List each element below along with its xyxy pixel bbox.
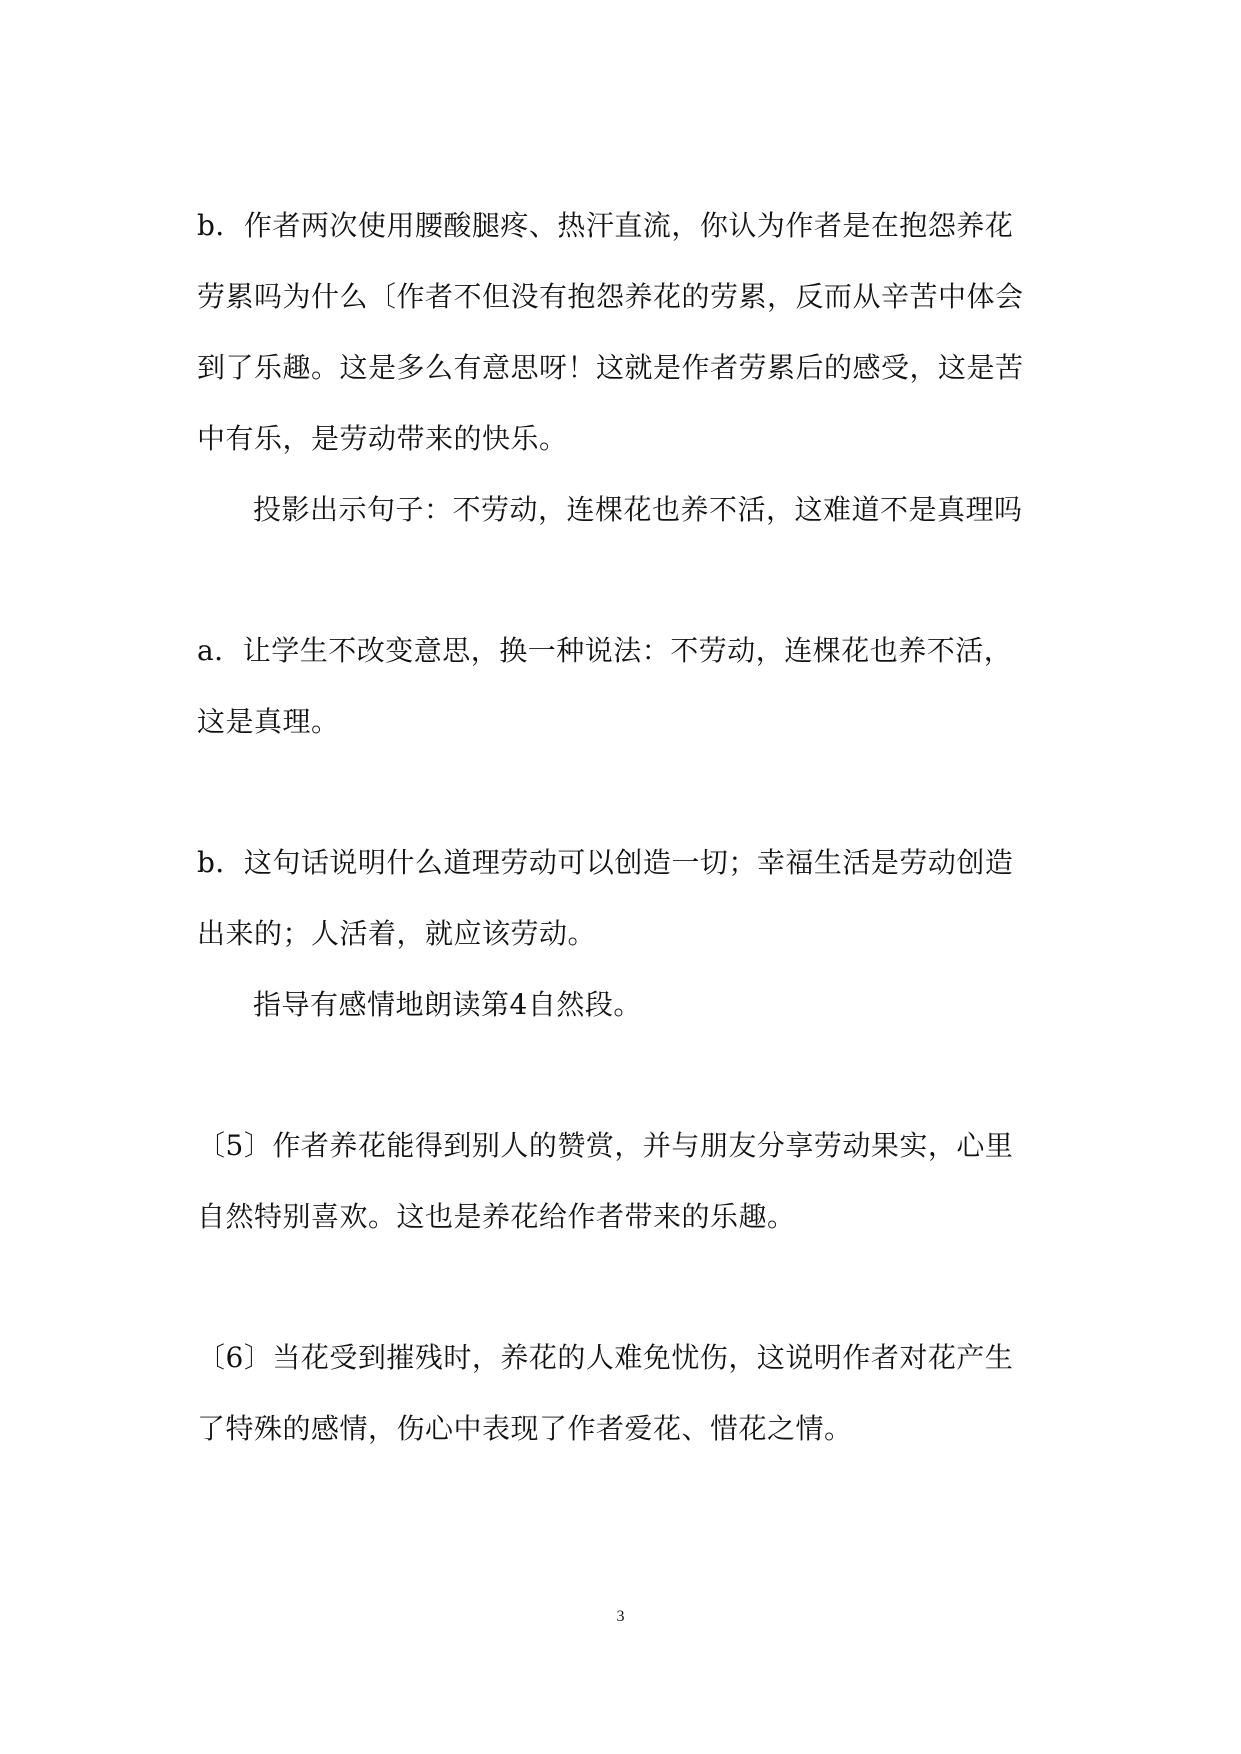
text-line: 指导有感情地朗读第4自然段。 bbox=[253, 988, 642, 1021]
text-line: 自然特别喜欢。这也是养花给作者带来的乐趣。 bbox=[197, 1200, 796, 1233]
text-line: b．这句话说明什么道理劳动可以创造一切；幸福生活是劳动创造 bbox=[197, 846, 1014, 879]
text-line: a．让学生不改变意思，换一种说法：不劳动，连棵花也养不活， bbox=[197, 634, 1013, 667]
page-number: 3 bbox=[616, 1608, 625, 1625]
text-line: 中有乐，是劳动带来的快乐。 bbox=[197, 422, 568, 455]
text-line: b．作者两次使用腰酸腿疼、热汗直流，你认为作者是在抱怨养花 bbox=[197, 209, 1014, 242]
text-line: 〔6〕当花受到摧残时，养花的人难免忧伤，这说明作者对花产生 bbox=[197, 1341, 1014, 1374]
text-line: 到了乐趣。这是多么有意思呀！这就是作者劳累后的感受，这是苦 bbox=[197, 351, 1024, 384]
text-line: 投影出示句子：不劳动，连棵花也养不活，这难道不是真理吗 bbox=[253, 493, 1023, 526]
text-line: 劳累吗为什么〔作者不但没有抱怨养花的劳累，反而从辛苦中体会 bbox=[197, 280, 1024, 313]
text-line: 〔5〕作者养花能得到别人的赞赏，并与朋友分享劳动果实，心里 bbox=[197, 1129, 1014, 1162]
text-line: 出来的；人活着，就应该劳动。 bbox=[197, 917, 597, 950]
text-line: 了特殊的感情，伤心中表现了作者爱花、惜花之情。 bbox=[197, 1412, 853, 1445]
text-line: 这是真理。 bbox=[197, 705, 340, 738]
